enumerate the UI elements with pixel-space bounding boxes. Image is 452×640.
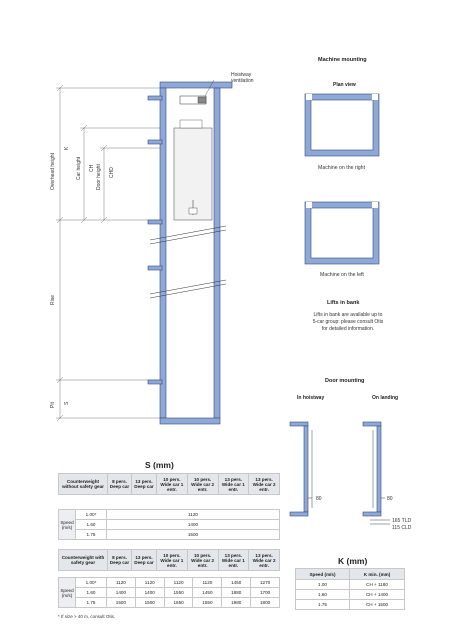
value-cell: 1400 bbox=[135, 588, 164, 598]
overhead-height-label: Overhead height bbox=[50, 153, 56, 190]
ch-label: CH bbox=[89, 164, 95, 172]
s2-header-cell: 13 pers. Wide car 2 entr. bbox=[249, 550, 280, 571]
table-row bbox=[296, 580, 405, 590]
s2-header-cell: 13 pers. Deep car bbox=[132, 550, 157, 571]
table-row bbox=[296, 590, 405, 600]
value-cell: 1550 bbox=[164, 588, 193, 598]
value-cell: 1550 bbox=[193, 598, 222, 608]
machine-left-caption: Machine on the left bbox=[320, 272, 364, 278]
value-cell: 1500 bbox=[107, 530, 280, 540]
s-header-cell: Counterweight without safety gear bbox=[59, 474, 108, 495]
value-cell: 1450 bbox=[193, 588, 222, 598]
lifts-in-bank-title: Lifts in bank bbox=[327, 300, 360, 306]
speed-cell: 1.00* bbox=[76, 578, 107, 588]
s-table-header-row bbox=[59, 474, 280, 495]
s2-header-cell: 10 pers. Wide car 2 entr. bbox=[187, 550, 218, 571]
plan-view-title: Plan view bbox=[333, 82, 356, 88]
speed-cell: 1.75 bbox=[296, 600, 350, 610]
value-cell: CH + 1500 bbox=[350, 600, 405, 610]
s2-table bbox=[58, 549, 280, 571]
table-row bbox=[59, 520, 280, 530]
speed-cell: 1.00* bbox=[76, 510, 107, 520]
s2-table-body bbox=[58, 577, 280, 608]
table-row bbox=[296, 600, 405, 610]
s-header-cell: 13 pers. Wide car 1 entr. bbox=[218, 474, 249, 495]
value-cell: CH + 1400 bbox=[350, 590, 405, 600]
speed-label: Speed (m/s) bbox=[59, 578, 76, 608]
s-header-cell: 10 pers. Wide car 2 entr. bbox=[187, 474, 218, 495]
machine-mounting-title: Machine mounting bbox=[318, 57, 367, 63]
door-mounting-title: Door mounting bbox=[325, 378, 365, 384]
s-table-title: S (mm) bbox=[145, 460, 174, 470]
speed-cell: 1.75 bbox=[76, 598, 107, 608]
table-row bbox=[59, 578, 280, 588]
value-cell: 1980 bbox=[222, 598, 251, 608]
s2-table-header-row bbox=[59, 550, 280, 571]
car-height-label: Car height bbox=[76, 156, 82, 180]
table-row bbox=[59, 598, 280, 608]
chd-label: CHD bbox=[109, 167, 115, 178]
value-cell: 1270 bbox=[251, 578, 280, 588]
k-header-cell: K min. (mm) bbox=[350, 569, 405, 580]
speed-cell: 1.60 bbox=[76, 588, 107, 598]
s-header-cell: 13 pers. Deep car bbox=[132, 474, 157, 495]
s-header-cell: 8 pers. Deep car bbox=[108, 474, 132, 495]
value-cell: 1120 bbox=[135, 578, 164, 588]
dim-80-landing: 80 bbox=[387, 496, 393, 502]
value-cell: 1120 bbox=[164, 578, 193, 588]
door-height-label: Door height bbox=[96, 164, 102, 190]
value-cell: 1120 bbox=[107, 510, 280, 520]
s2-header-cell: 10 pers. Wide car 1 entr. bbox=[157, 550, 188, 571]
s2-header-cell: 8 pers. Deep car bbox=[108, 550, 132, 571]
value-cell: 1700 bbox=[251, 588, 280, 598]
machine-right-caption: Machine on the right bbox=[318, 165, 366, 171]
rise-label: Rise bbox=[50, 294, 56, 305]
dim-80-hoistway: 80 bbox=[316, 496, 322, 502]
s2-header-cell: 13 pers. Wide car 1 entr. bbox=[218, 550, 249, 571]
value-cell: 1500 bbox=[135, 598, 164, 608]
s-table bbox=[58, 473, 280, 495]
pit-label: Pit bbox=[50, 402, 56, 408]
value-cell: CH + 1180 bbox=[350, 580, 405, 590]
lifts-in-bank-text: Lifts in bank are available up to 5-car group: please consult Otis for detailed information. bbox=[312, 312, 384, 332]
speed-cell: 1.60 bbox=[296, 590, 350, 600]
table-row bbox=[59, 588, 280, 598]
speed-label: Speed (m/s) bbox=[59, 510, 76, 540]
k-label: K bbox=[64, 146, 70, 150]
s-label: S bbox=[64, 401, 70, 405]
s2-header-cell: Counterweight with safety gear bbox=[59, 550, 108, 571]
value-cell: 1650 bbox=[164, 598, 193, 608]
in-hoistway-title: In hoistway bbox=[297, 395, 325, 401]
on-landing-title: On landing bbox=[372, 395, 399, 401]
value-cell: 1120 bbox=[193, 578, 222, 588]
k-table-header-row bbox=[296, 569, 405, 580]
speed-cell: 1.60 bbox=[76, 520, 107, 530]
table-row bbox=[59, 510, 280, 520]
k-header-cell: Speed (m/s) bbox=[296, 569, 350, 580]
speed-cell: 1.00 bbox=[296, 580, 350, 590]
k-table-title: K (mm) bbox=[338, 556, 368, 566]
dim-115-cld: 115 CLD bbox=[392, 525, 412, 531]
hoistway-ventilation-label: Hoistway ventilation bbox=[231, 72, 254, 84]
dim-165-tld: 165 TLD bbox=[392, 518, 412, 524]
value-cell: 1880 bbox=[222, 588, 251, 598]
value-cell: 1400 bbox=[107, 588, 136, 598]
value-cell: 1800 bbox=[251, 598, 280, 608]
value-cell: 1450 bbox=[222, 578, 251, 588]
value-cell: 1120 bbox=[107, 578, 136, 588]
k-table bbox=[295, 568, 405, 610]
footnote: * If size > 40 m, consult Otis. bbox=[58, 614, 116, 619]
s-header-cell: 13 pers. Wide car 2 entr. bbox=[249, 474, 280, 495]
s-header-cell: 10 pers. Wide car 1 entr. bbox=[157, 474, 188, 495]
speed-cell: 1.75 bbox=[76, 530, 107, 540]
table-row bbox=[59, 530, 280, 540]
value-cell: 1500 bbox=[107, 598, 136, 608]
s-table-body bbox=[58, 509, 280, 540]
value-cell: 1400 bbox=[107, 520, 280, 530]
